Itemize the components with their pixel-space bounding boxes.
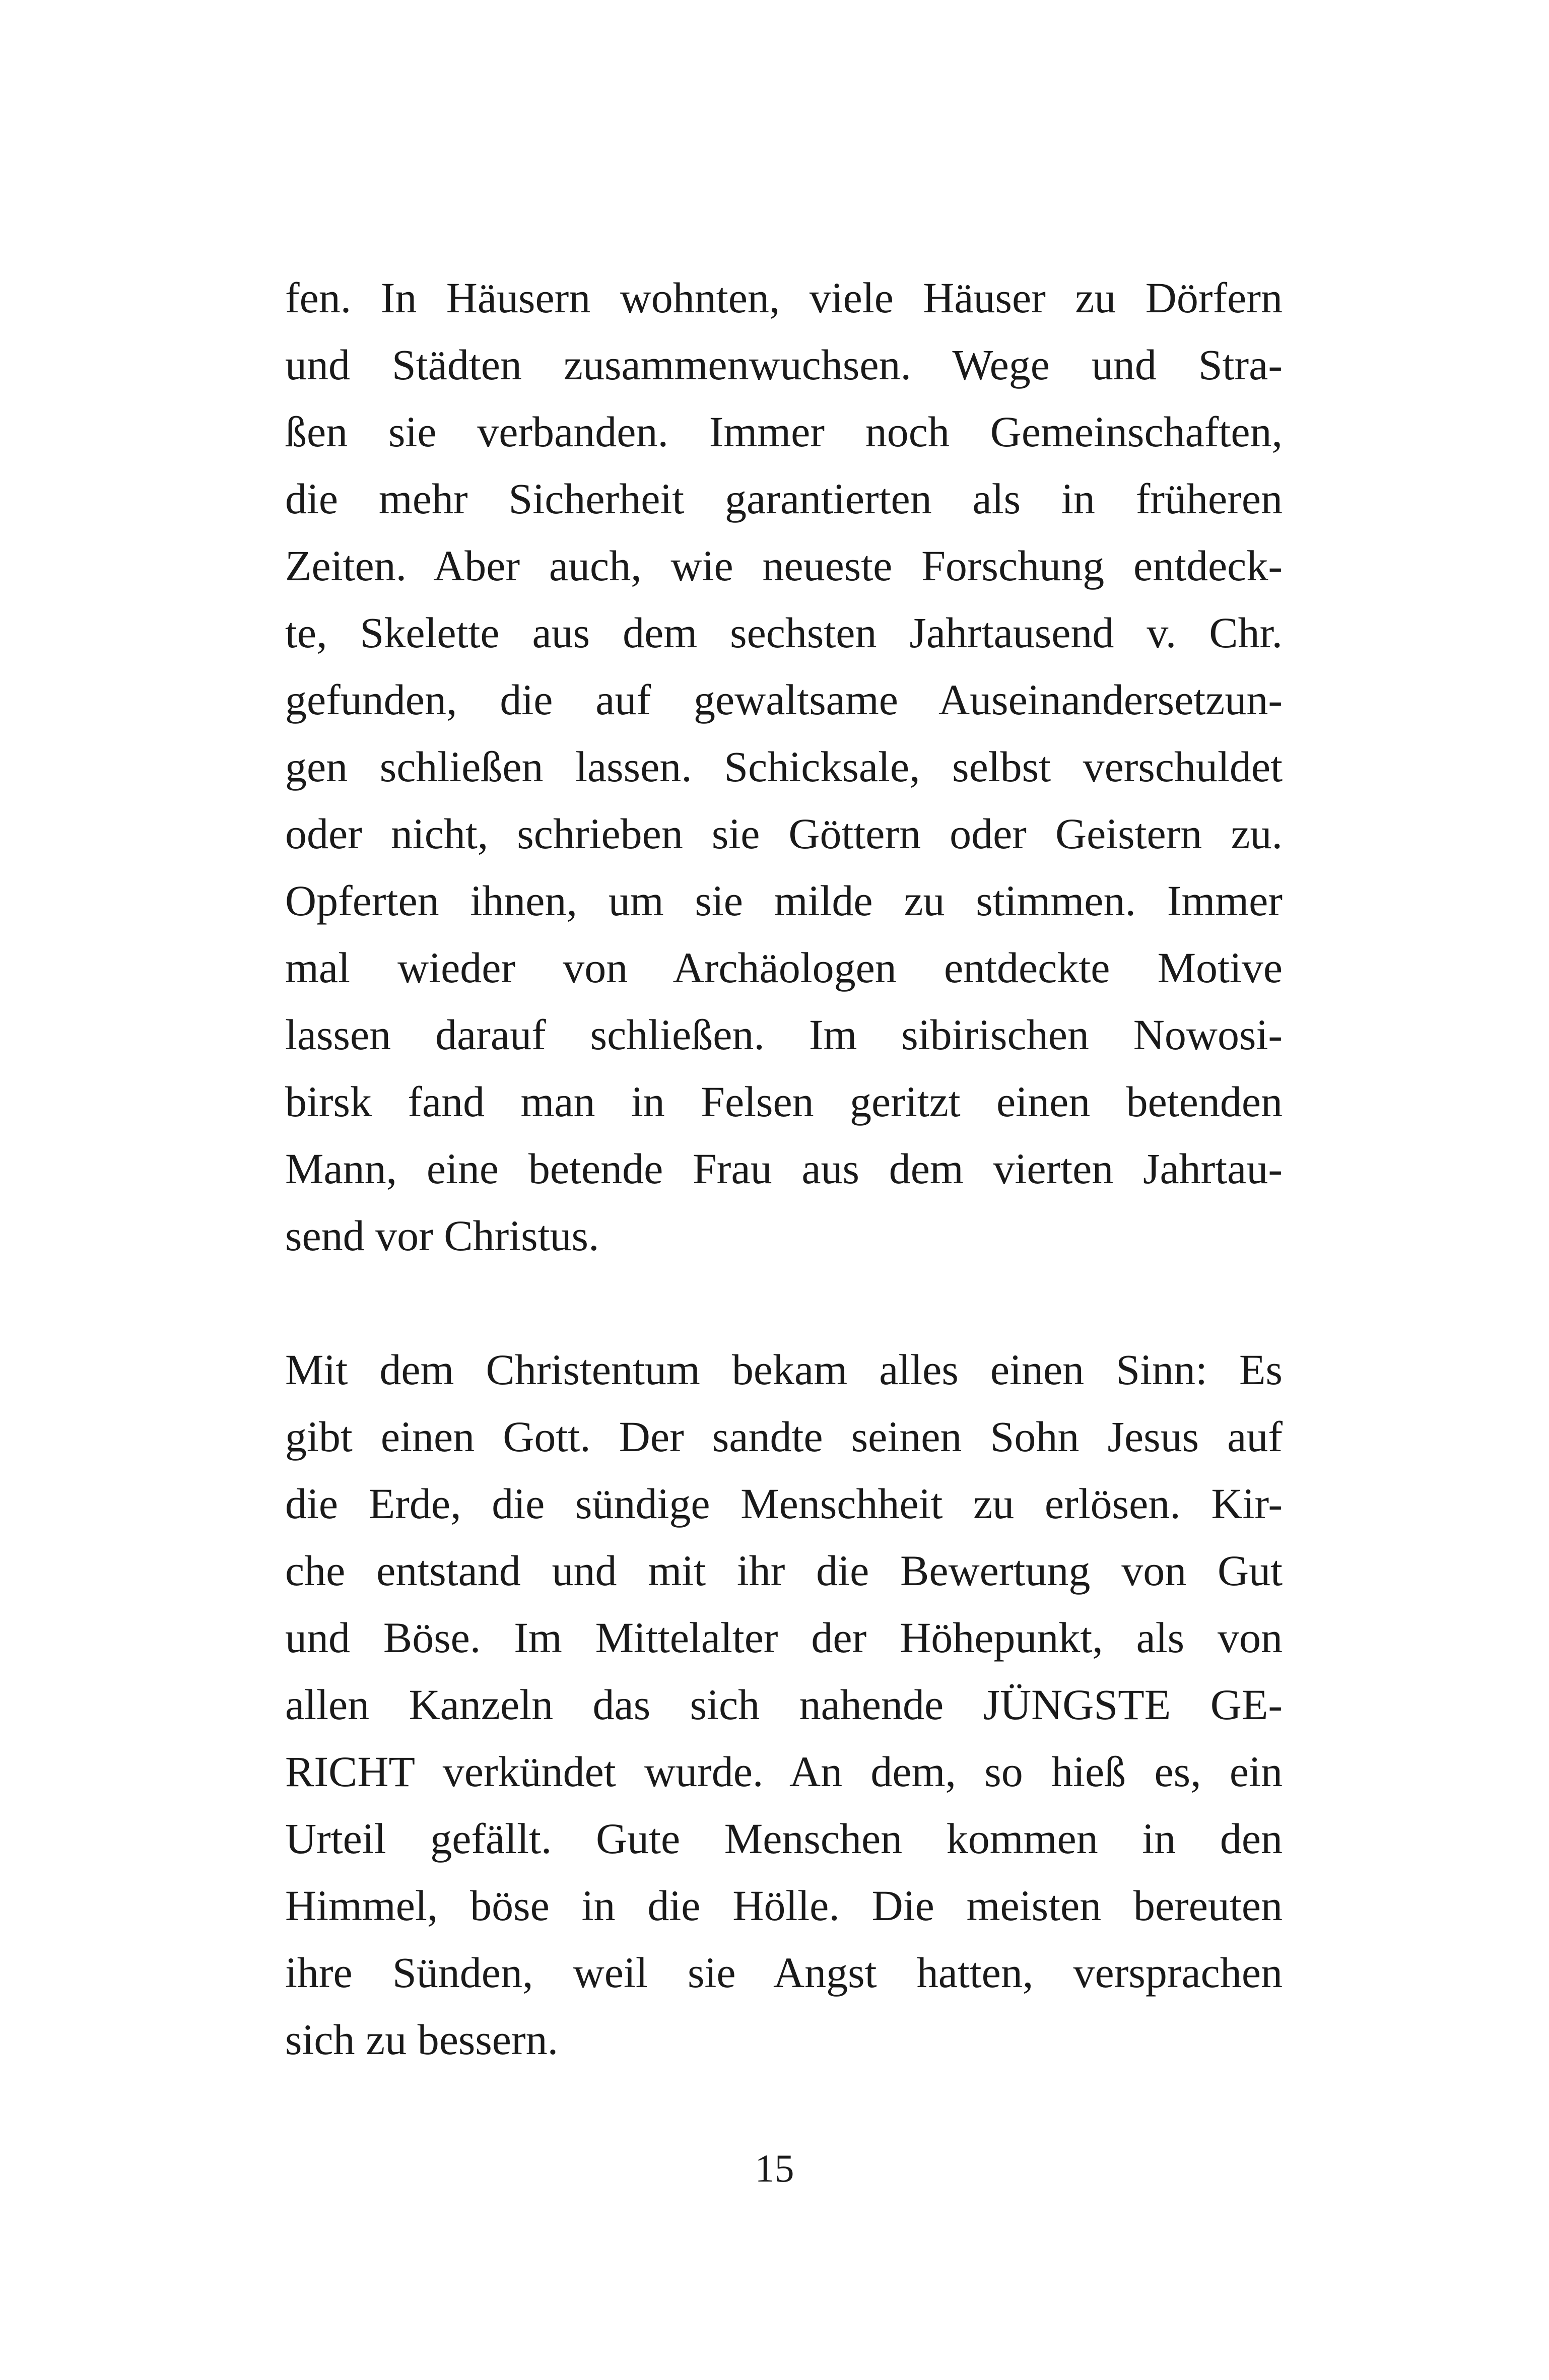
text-line: sich zu bessern. (285, 2015, 559, 2064)
paragraph-1 (285, 264, 1283, 1269)
text-line: und Böse. Im Mittelalter der Höhepunkt, als von (285, 1613, 1283, 1662)
text-line: lassen darauf schließen. Im sibirischen Nowosi- (285, 1010, 1283, 1059)
paragraph-2 (285, 1336, 1283, 2073)
text-line: gibt einen Gott. Der sandte seinen Sohn Jesus auf (285, 1412, 1283, 1461)
text-line: ihre Sünden, weil sie Angst hatten, versprachen (285, 1948, 1283, 1997)
text-line: mal wieder von Archäologen entdeckte Motive (285, 943, 1283, 992)
text-line: und Städten zusammenwuchsen. Wege und Stra- (285, 341, 1283, 389)
text-line: die mehr Sicherheit garantierten als in früheren (285, 474, 1283, 523)
text-line: te, Skelette aus dem sechsten Jahrtausend v. Chr. (285, 608, 1283, 657)
text-line: Zeiten. Aber auch, wie neueste Forschung entdeck- (285, 541, 1283, 590)
paragraph-gap (285, 1269, 1283, 1336)
text-line: RICHT verkündet wurde. An dem, so hieß es, ein (285, 1747, 1283, 1796)
text-line: allen Kanzeln das sich nahende JÜNGSTE GE- (285, 1680, 1283, 1729)
text-line: Mit dem Christentum bekam alles einen Sinn: Es (285, 1345, 1283, 1394)
text-line: gefunden, die auf gewaltsame Auseinandersetzun- (285, 675, 1283, 724)
text-line: Opferten ihnen, um sie milde zu stimmen. Immer (285, 876, 1283, 925)
text-line: Himmel, böse in die Hölle. Die meisten bereuten (285, 1881, 1283, 1930)
text-line: gen schließen lassen. Schicksale, selbst verschuldet (285, 742, 1283, 791)
text-line: che entstand und mit ihr die Bewertung von Gut (285, 1546, 1283, 1595)
text-line: ßen sie verbanden. Immer noch Gemeinschaften, (285, 407, 1283, 456)
text-line: oder nicht, schrieben sie Göttern oder Geistern zu. (285, 809, 1283, 858)
text-line: send vor Christus. (285, 1211, 599, 1260)
text-line: die Erde, die sündige Menschheit zu erlösen. Kir- (285, 1479, 1283, 1528)
text-line: Mann, eine betende Frau aus dem vierten Jahrtau- (285, 1144, 1283, 1193)
page-number: 15 (755, 2146, 794, 2190)
body-text (285, 264, 1283, 2073)
text-line: birsk fand man in Felsen geritzt einen betenden (285, 1077, 1283, 1126)
text-line: fen. In Häusern wohnten, viele Häuser zu Dörfern (285, 274, 1283, 322)
text-line: Urteil gefällt. Gute Menschen kommen in den (285, 1814, 1283, 1863)
